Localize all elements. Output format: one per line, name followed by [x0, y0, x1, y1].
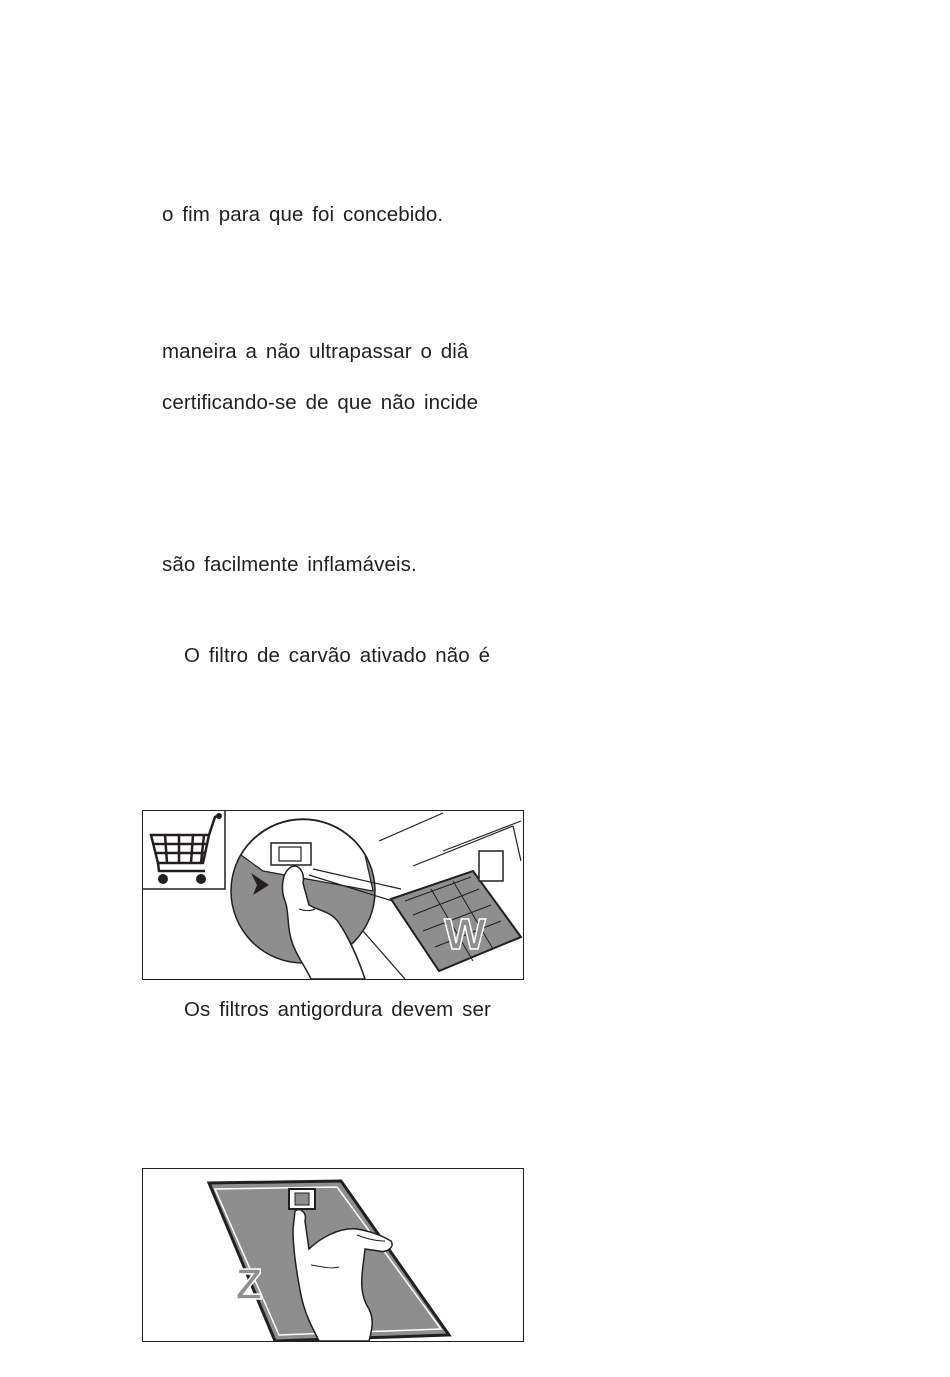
figure2-badge-letter: Z — [235, 1260, 263, 1309]
text-line-6: Os filtros antigordura devem ser — [184, 998, 491, 1021]
text-line-2: maneira a não ultrapassar o diâ — [162, 340, 469, 363]
grease-filter-figure — [142, 1168, 524, 1342]
text-line-3: certificando-se de que não incide — [162, 391, 479, 414]
text-line-5: O filtro de carvão ativado não é — [184, 644, 491, 667]
figure1-badge-letter: W — [444, 910, 486, 959]
shopping-cart-icon — [143, 811, 225, 889]
charcoal-filter-figure — [142, 810, 524, 980]
text-line-4: são facilmente inflamáveis. — [162, 553, 417, 576]
text-line-1: o fim para que foi concebido. — [162, 203, 444, 226]
